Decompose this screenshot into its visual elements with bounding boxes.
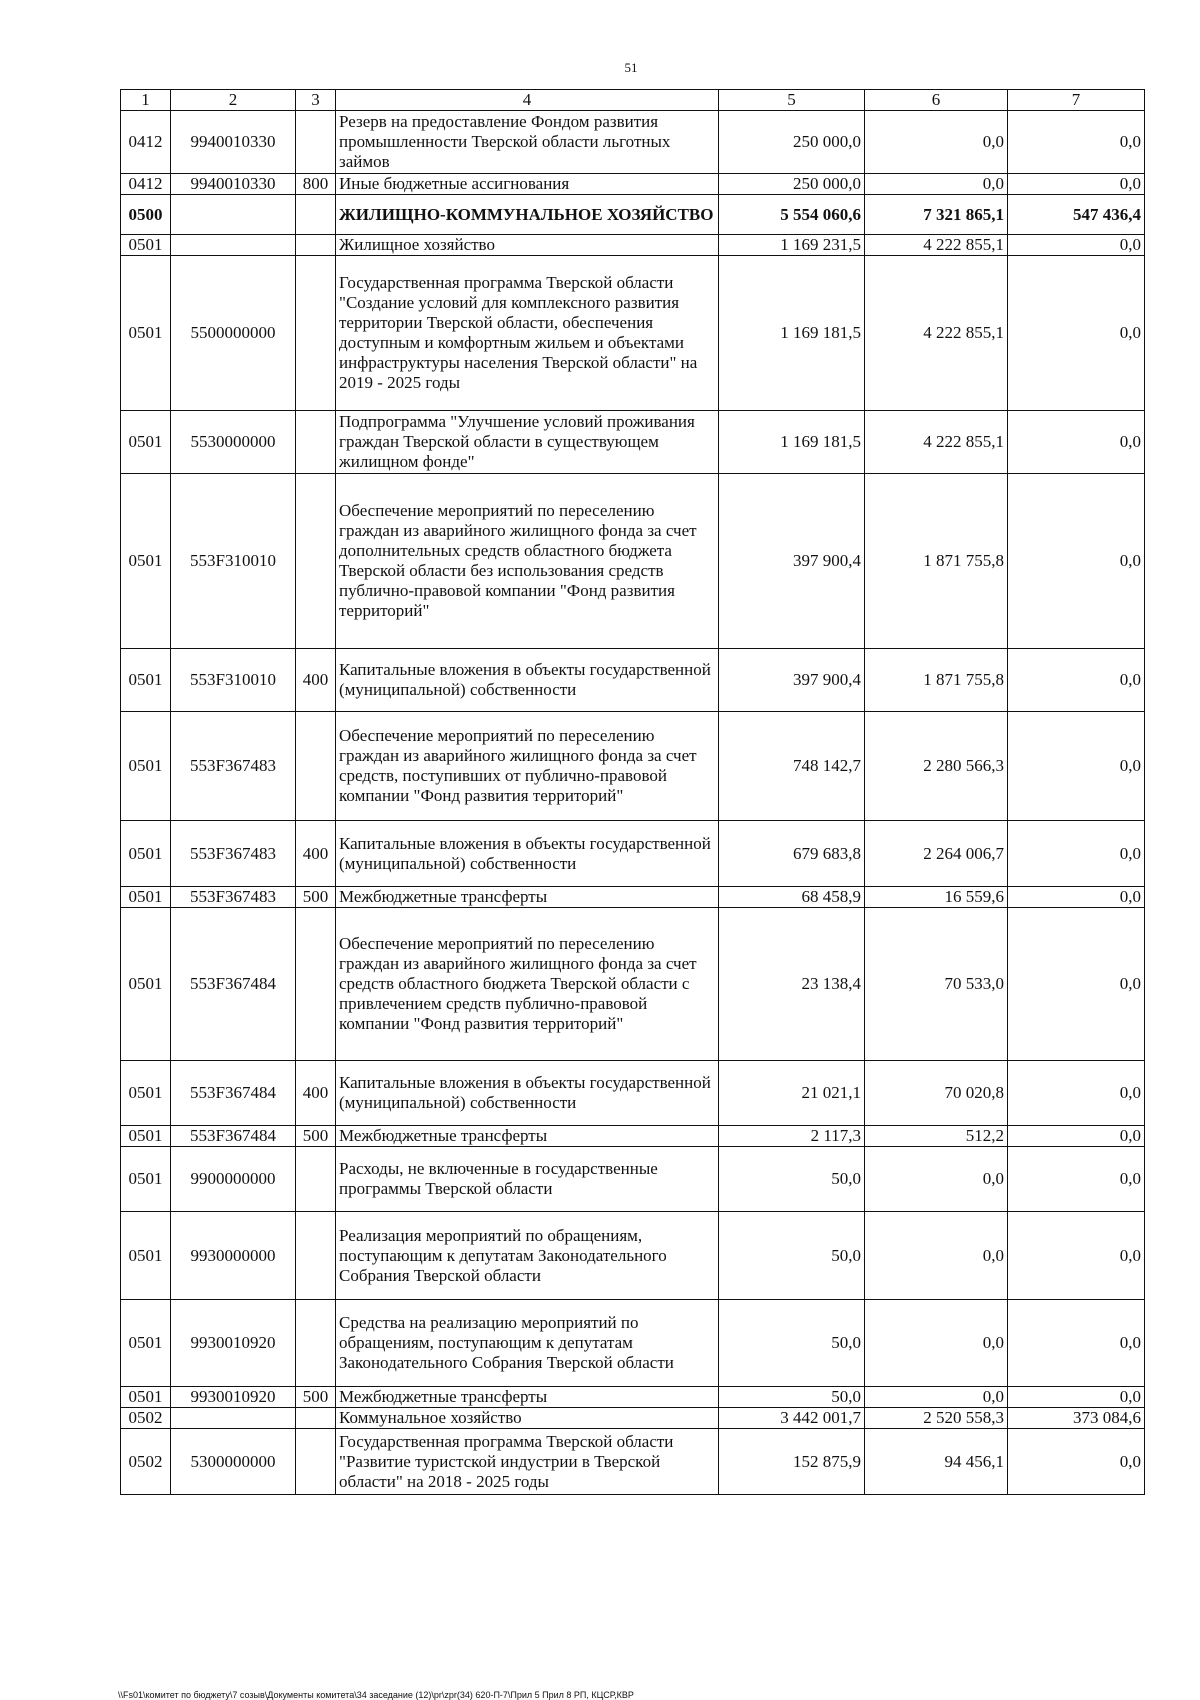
description-cell: Капитальные вложения в объекты государственной (муниципальной) собственности [336,649,719,712]
description-cell: Резерв на предоставление Фондом развития промышленности Тверской области льготных займов [336,111,719,174]
table-row [121,1300,1145,1387]
table-row [121,649,1145,712]
table-row [121,1408,1145,1429]
description-cell: Капитальные вложения в объекты государственной (муниципальной) собственности [336,821,719,887]
target-article-cell: 553F310010 [171,649,296,712]
target-article-cell: 9930010920 [171,1300,296,1387]
target-article-cell: 5530000000 [171,411,296,474]
table-row [121,1126,1145,1147]
amount-col7-cell: 0,0 [1008,411,1145,474]
amount-col7-cell: 373 084,6 [1008,1408,1145,1429]
amount-col7-cell: 0,0 [1008,908,1145,1061]
section-code-cell: 0501 [121,1147,171,1212]
amount-col5-cell: 397 900,4 [719,649,865,712]
section-code-cell: 0501 [121,712,171,821]
amount-col6-cell: 1 871 755,8 [865,474,1008,649]
description-cell: Обеспечение мероприятий по переселению граждан из аварийного жилищного фонда за счет средств областного бюджета Тверской области с привлечением средств публично-правовой компании "Фонд развития территорий" [336,908,719,1061]
amount-col5-cell: 1 169 181,5 [719,256,865,411]
amount-col6-cell: 94 456,1 [865,1429,1008,1495]
amount-col5-cell: 679 683,8 [719,821,865,887]
description-cell: Межбюджетные трансферты [336,1126,719,1147]
amount-col5-cell: 748 142,7 [719,712,865,821]
amount-col7-cell: 0,0 [1008,1387,1145,1408]
amount-col6-cell: 4 222 855,1 [865,411,1008,474]
amount-col5-cell: 397 900,4 [719,474,865,649]
amount-col6-cell: 70 533,0 [865,908,1008,1061]
section-code-cell: 0501 [121,908,171,1061]
expense-type-cell: 500 [296,887,336,908]
table-row [121,908,1145,1061]
section-code-cell: 0500 [121,195,171,235]
table-row [121,712,1145,821]
expense-type-cell [296,1300,336,1387]
table-row [121,474,1145,649]
table-row [121,235,1145,256]
amount-col6-cell: 0,0 [865,1212,1008,1300]
budget-table [120,89,1145,1495]
amount-col7-cell: 0,0 [1008,649,1145,712]
amount-col7-cell: 0,0 [1008,1126,1145,1147]
column-number-row [121,90,1145,111]
amount-col7-cell: 0,0 [1008,1147,1145,1212]
amount-col5-cell: 68 458,9 [719,887,865,908]
amount-col5-cell: 152 875,9 [719,1429,865,1495]
header-cell: 5 [719,90,865,111]
expense-type-cell [296,908,336,1061]
amount-col6-cell: 2 520 558,3 [865,1408,1008,1429]
expense-type-cell [296,1429,336,1495]
section-code-cell: 0501 [121,1126,171,1147]
section-code-cell: 0501 [121,1061,171,1126]
expense-type-cell [296,1147,336,1212]
section-code-cell: 0502 [121,1429,171,1495]
target-article-cell: 9940010330 [171,111,296,174]
file-path-footer: \\Fs01\комитет по бюджету\7 созыв\Документы комитета\34 заседание (12)\pr\zpr(34) 620-П-7\Прил 5 Прил 8 РП, КЦСР,КВР [118,1690,634,1700]
target-article-cell: 9930010920 [171,1387,296,1408]
section-code-cell: 0501 [121,821,171,887]
header-cell: 1 [121,90,171,111]
description-cell: Государственная программа Тверской области "Создание условий для комплексного развития территории Тверской области, обеспечения доступным и комфортным жильем и объектами инфраструктуры населения Тверской области" на 2019 - 2025 годы [336,256,719,411]
amount-col7-cell: 0,0 [1008,474,1145,649]
target-article-cell: 9940010330 [171,174,296,195]
description-cell: Расходы, не включенные в государственные программы Тверской области [336,1147,719,1212]
amount-col7-cell: 0,0 [1008,887,1145,908]
target-article-cell: 553F367484 [171,908,296,1061]
table-row [121,411,1145,474]
amount-col5-cell: 50,0 [719,1147,865,1212]
section-code-cell: 0501 [121,649,171,712]
expense-type-cell: 500 [296,1126,336,1147]
amount-col7-cell: 0,0 [1008,821,1145,887]
expense-type-cell [296,256,336,411]
description-cell: Коммунальное хозяйство [336,1408,719,1429]
amount-col5-cell: 23 138,4 [719,908,865,1061]
amount-col6-cell: 7 321 865,1 [865,195,1008,235]
description-cell: Государственная программа Тверской области "Развитие туристской индустрии в Тверской области" на 2018 - 2025 годы [336,1429,719,1495]
section-code-cell: 0501 [121,474,171,649]
amount-col5-cell: 250 000,0 [719,111,865,174]
description-cell: Подпрограмма "Улучшение условий проживания граждан Тверской области в существующем жилищном фонде" [336,411,719,474]
table-row [121,1212,1145,1300]
amount-col5-cell: 1 169 181,5 [719,411,865,474]
amount-col6-cell: 4 222 855,1 [865,256,1008,411]
target-article-cell: 5300000000 [171,1429,296,1495]
table-row [121,1147,1145,1212]
description-cell: ЖИЛИЩНО-КОММУНАЛЬНОЕ ХОЗЯЙСТВО [336,195,719,235]
amount-col7-cell: 0,0 [1008,1212,1145,1300]
amount-col6-cell: 16 559,6 [865,887,1008,908]
amount-col5-cell: 1 169 231,5 [719,235,865,256]
expense-type-cell: 400 [296,1061,336,1126]
amount-col7-cell: 0,0 [1008,111,1145,174]
amount-col5-cell: 250 000,0 [719,174,865,195]
target-article-cell [171,195,296,235]
amount-col6-cell: 70 020,8 [865,1061,1008,1126]
table-row [121,195,1145,235]
expense-type-cell: 800 [296,174,336,195]
section-code-cell: 0501 [121,1300,171,1387]
amount-col5-cell: 50,0 [719,1387,865,1408]
description-cell: Межбюджетные трансферты [336,1387,719,1408]
amount-col5-cell: 2 117,3 [719,1126,865,1147]
amount-col6-cell: 0,0 [865,174,1008,195]
target-article-cell: 553F310010 [171,474,296,649]
expense-type-cell [296,1212,336,1300]
amount-col6-cell: 2 264 006,7 [865,821,1008,887]
target-article-cell: 553F367483 [171,712,296,821]
target-article-cell: 553F367484 [171,1061,296,1126]
amount-col7-cell: 0,0 [1008,1429,1145,1495]
expense-type-cell [296,712,336,821]
expense-type-cell: 400 [296,649,336,712]
amount-col6-cell: 0,0 [865,1300,1008,1387]
target-article-cell: 553F367484 [171,1126,296,1147]
expense-type-cell: 400 [296,821,336,887]
amount-col5-cell: 21 021,1 [719,1061,865,1126]
section-code-cell: 0501 [121,887,171,908]
expense-type-cell [296,195,336,235]
section-code-cell: 0412 [121,111,171,174]
description-cell: Иные бюджетные ассигнования [336,174,719,195]
target-article-cell: 553F367483 [171,887,296,908]
amount-col5-cell: 3 442 001,7 [719,1408,865,1429]
section-code-cell: 0501 [121,256,171,411]
table-row [121,174,1145,195]
section-code-cell: 0501 [121,1212,171,1300]
table-row [121,821,1145,887]
table-row [121,887,1145,908]
section-code-cell: 0501 [121,1387,171,1408]
description-cell: Жилищное хозяйство [336,235,719,256]
section-code-cell: 0501 [121,411,171,474]
header-cell: 6 [865,90,1008,111]
amount-col7-cell: 0,0 [1008,174,1145,195]
amount-col7-cell: 0,0 [1008,256,1145,411]
amount-col6-cell: 0,0 [865,1387,1008,1408]
amount-col6-cell: 0,0 [865,111,1008,174]
amount-col6-cell: 512,2 [865,1126,1008,1147]
table-row [121,256,1145,411]
amount-col5-cell: 50,0 [719,1212,865,1300]
header-cell: 7 [1008,90,1145,111]
amount-col7-cell: 0,0 [1008,712,1145,821]
expense-type-cell [296,111,336,174]
section-code-cell: 0502 [121,1408,171,1429]
target-article-cell: 9900000000 [171,1147,296,1212]
table-row [121,111,1145,174]
table-row [121,1061,1145,1126]
amount-col5-cell: 50,0 [719,1300,865,1387]
amount-col6-cell: 0,0 [865,1147,1008,1212]
expense-type-cell [296,1408,336,1429]
amount-col7-cell: 0,0 [1008,1061,1145,1126]
header-cell: 4 [336,90,719,111]
target-article-cell: 553F367483 [171,821,296,887]
description-cell: Обеспечение мероприятий по переселению граждан из аварийного жилищного фонда за счет дополнительных средств областного бюджета Тверской области без использования средств публично-правовой компании "Фонд развития территорий" [336,474,719,649]
description-cell: Межбюджетные трансферты [336,887,719,908]
target-article-cell: 5500000000 [171,256,296,411]
amount-col6-cell: 4 222 855,1 [865,235,1008,256]
description-cell: Реализация мероприятий по обращениям, поступающим к депутатам Законодательного Собрания Тверской области [336,1212,719,1300]
amount-col6-cell: 1 871 755,8 [865,649,1008,712]
target-article-cell: 9930000000 [171,1212,296,1300]
header-cell: 2 [171,90,296,111]
section-code-cell: 0412 [121,174,171,195]
header-cell: 3 [296,90,336,111]
table-row [121,1429,1145,1495]
page-number: 51 [624,60,638,75]
amount-col7-cell: 0,0 [1008,1300,1145,1387]
amount-col5-cell: 5 554 060,6 [719,195,865,235]
target-article-cell [171,1408,296,1429]
target-article-cell [171,235,296,256]
amount-col7-cell: 547 436,4 [1008,195,1145,235]
expense-type-cell [296,235,336,256]
description-cell: Капитальные вложения в объекты государственной (муниципальной) собственности [336,1061,719,1126]
table-row [121,1387,1145,1408]
expense-type-cell [296,411,336,474]
expense-type-cell [296,474,336,649]
description-cell: Средства на реализацию мероприятий по обращениям, поступающим к депутатам Законодательного Собрания Тверской области [336,1300,719,1387]
amount-col7-cell: 0,0 [1008,235,1145,256]
description-cell: Обеспечение мероприятий по переселению граждан из аварийного жилищного фонда за счет средств, поступивших от публично-правовой компании "Фонд развития территорий" [336,712,719,821]
section-code-cell: 0501 [121,235,171,256]
amount-col6-cell: 2 280 566,3 [865,712,1008,821]
expense-type-cell: 500 [296,1387,336,1408]
